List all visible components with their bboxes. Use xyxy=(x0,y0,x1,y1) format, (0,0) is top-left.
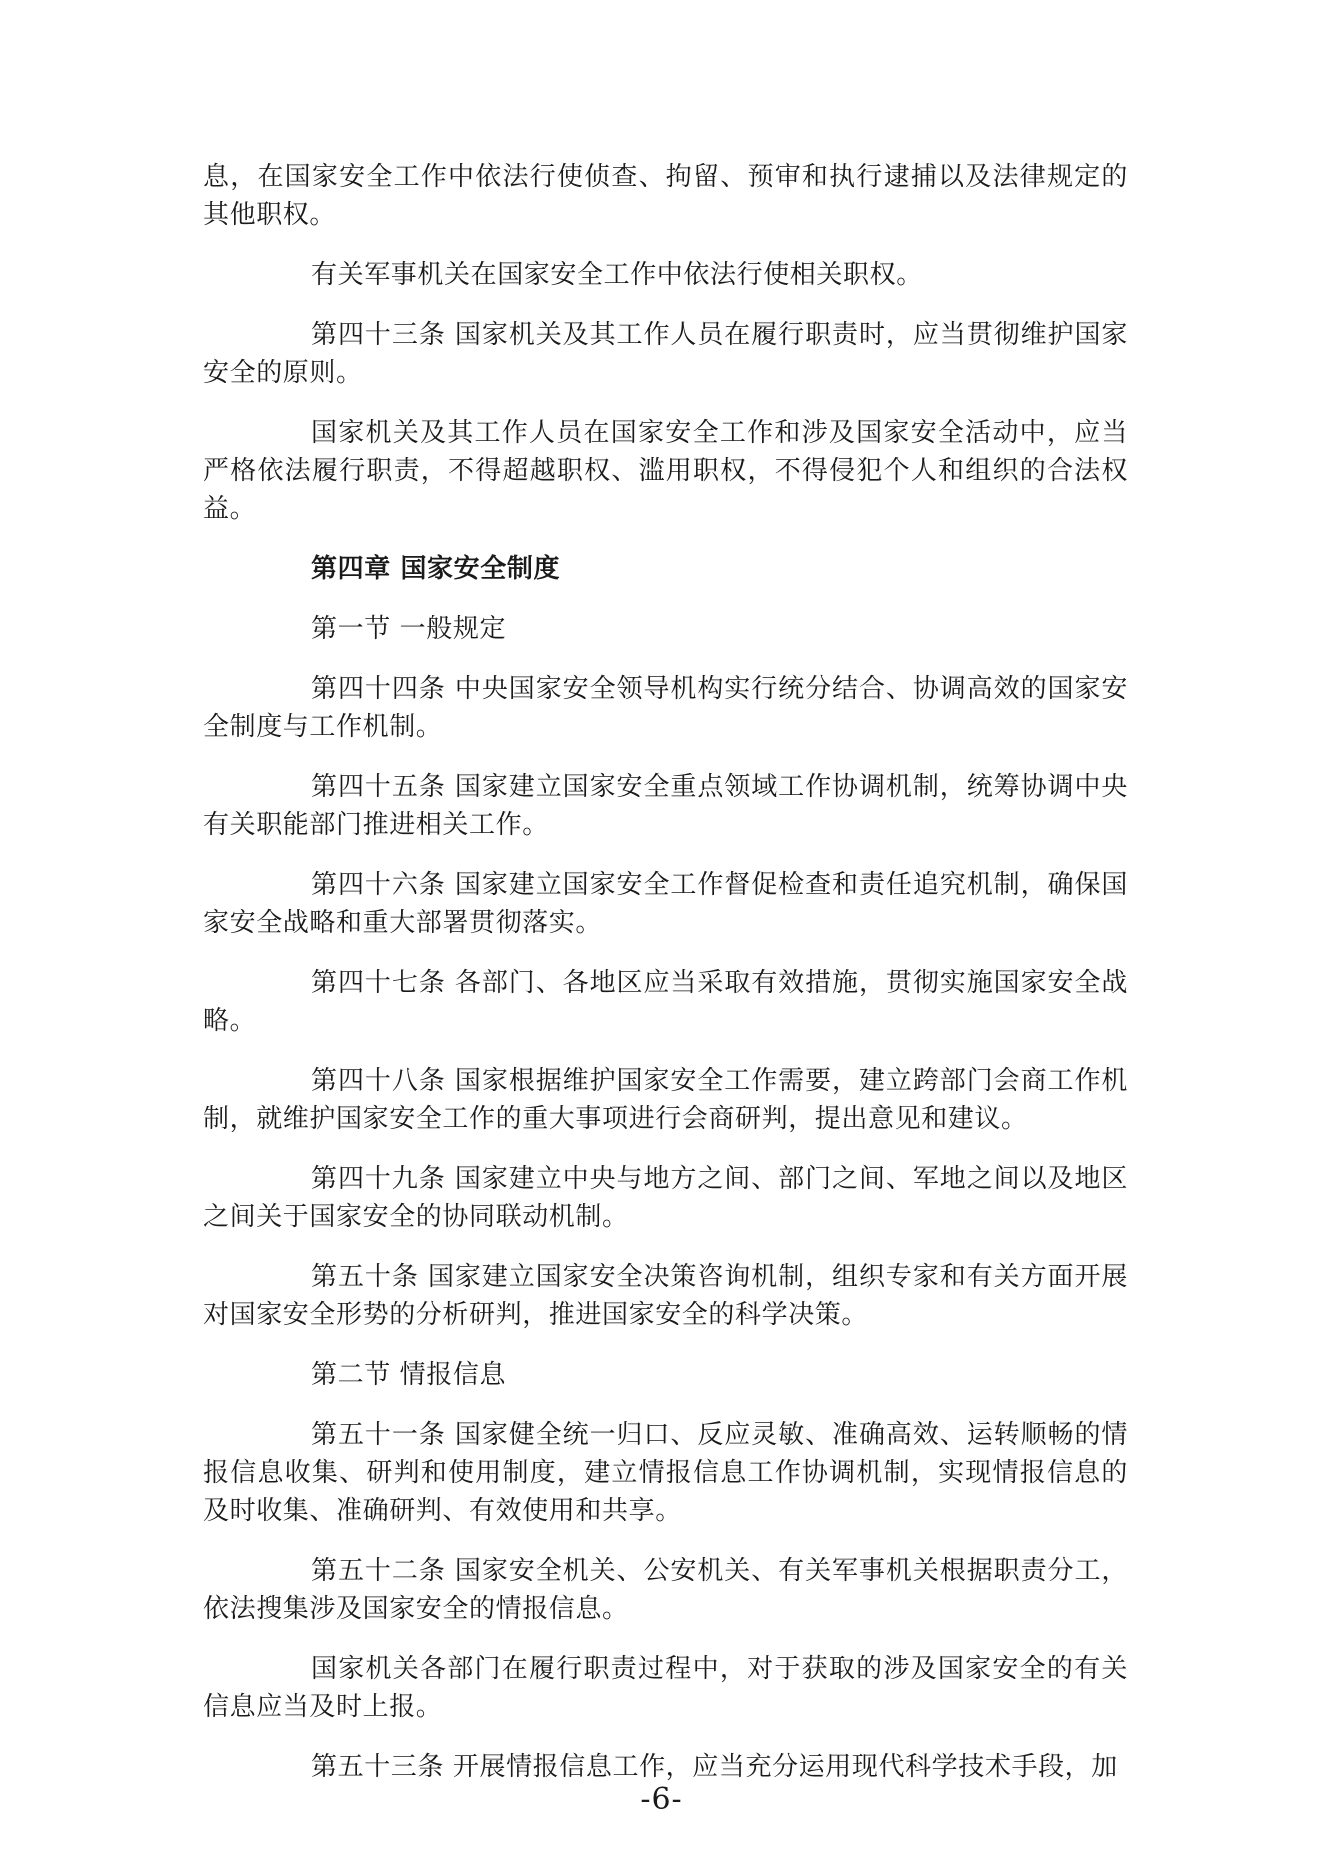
section-heading: 第二节 情报信息 xyxy=(311,1360,507,1390)
page-number: -6- xyxy=(640,1782,683,1817)
article-50: 第五十条 国家建立国家安全决策咨询机制，组织专家和有关方面开展对国家安全形势的分析研判，推进国家安全的科学决策。 xyxy=(203,1262,1128,1330)
section-heading: 第一节 一般规定 xyxy=(311,614,507,644)
article-45: 第四十五条 国家建立国家安全重点领域工作协调机制，统筹协调中央有关职能部门推进相关工作。 xyxy=(203,772,1128,840)
paragraph: 国家机关及其工作人员在国家安全工作和涉及国家安全活动中，应当严格依法履行职责，不得超越职权、滥用职权，不得侵犯个人和组织的合法权益。 xyxy=(203,418,1128,524)
article-43: 第四十三条 国家机关及其工作人员在履行职责时，应当贯彻维护国家安全的原则。 xyxy=(203,320,1128,388)
article-48: 第四十八条 国家根据维护国家安全工作需要，建立跨部门会商工作机制，就维护国家安全工作的重大事项进行会商研判，提出意见和建议。 xyxy=(203,1066,1128,1134)
paragraph: 有关军事机关在国家安全工作中依法行使相关职权。 xyxy=(311,260,923,290)
article-52: 第五十二条 国家安全机关、公安机关、有关军事机关根据职责分工，依法搜集涉及国家安全的情报信息。 xyxy=(203,1556,1128,1624)
article-47: 第四十七条 各部门、各地区应当采取有效措施，贯彻实施国家安全战略。 xyxy=(203,968,1128,1036)
paragraph-continuation: 息，在国家安全工作中依法行使侦查、拘留、预审和执行逮捕以及法律规定的其他职权。 xyxy=(203,162,1128,230)
chapter-heading: 第四章 国家安全制度 xyxy=(311,554,561,584)
article-46: 第四十六条 国家建立国家安全工作督促检查和责任追究机制，确保国家安全战略和重大部署贯彻落实。 xyxy=(203,870,1128,938)
article-53: 第五十三条 开展情报信息工作，应当充分运用现代科学技术手段，加 xyxy=(311,1752,1118,1782)
article-49: 第四十九条 国家建立中央与地方之间、部门之间、军地之间以及地区之间关于国家安全的协同联动机制。 xyxy=(203,1164,1128,1232)
document-body xyxy=(203,158,1128,1808)
article-44: 第四十四条 中央国家安全领导机构实行统分结合、协调高效的国家安全制度与工作机制。 xyxy=(203,674,1128,742)
article-51: 第五十一条 国家健全统一归口、反应灵敏、准确高效、运转顺畅的情报信息收集、研判和使用制度，建立情报信息工作协调机制，实现情报信息的及时收集、准确研判、有效使用和共享。 xyxy=(203,1420,1128,1526)
paragraph: 国家机关各部门在履行职责过程中，对于获取的涉及国家安全的有关信息应当及时上报。 xyxy=(203,1654,1128,1722)
